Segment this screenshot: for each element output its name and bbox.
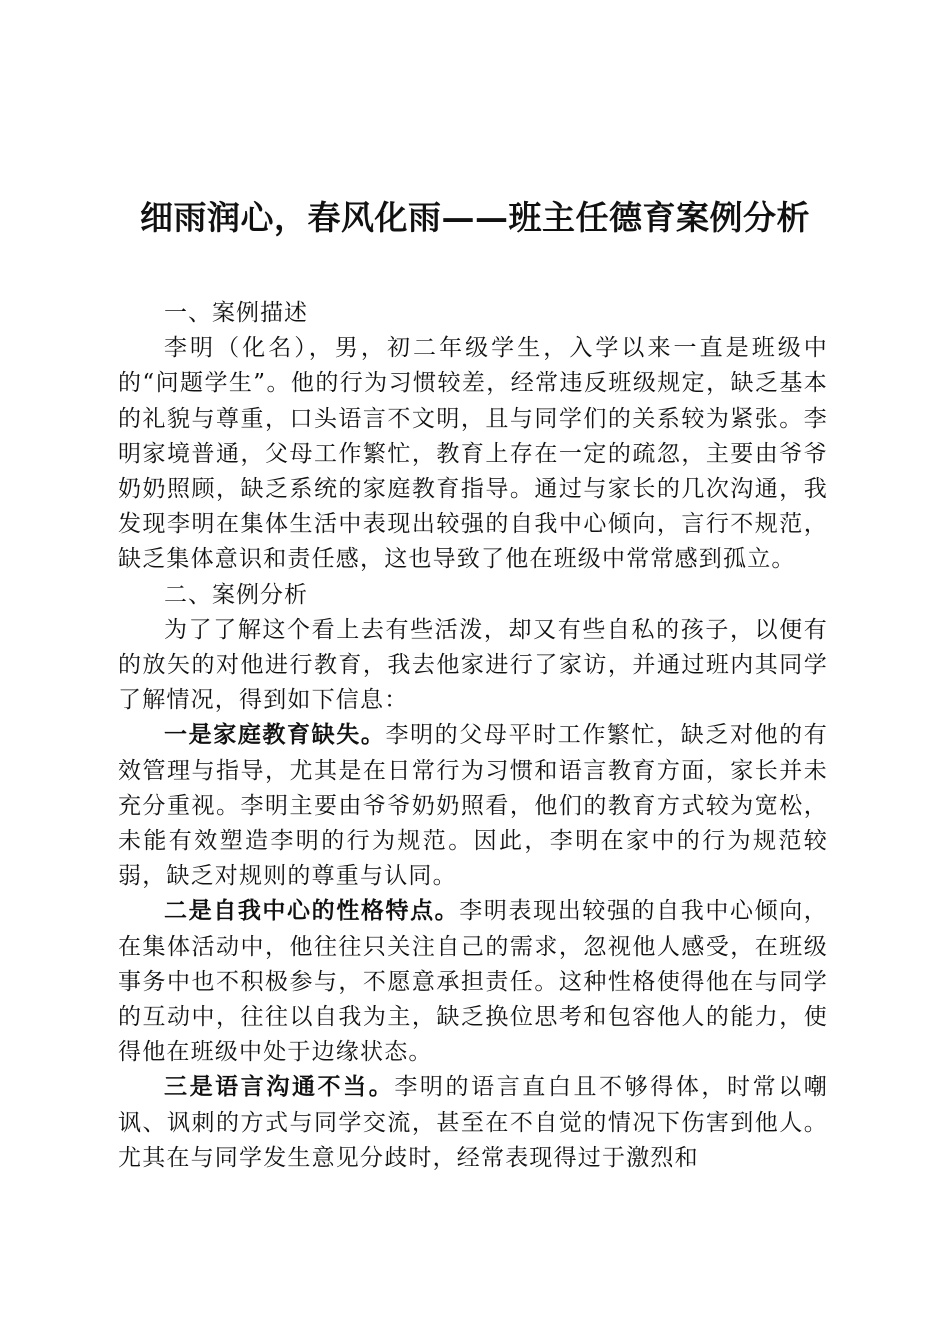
document-body <box>118 296 828 1176</box>
paragraph-analysis-intro: 为了了解这个看上去有些活泼，却又有些自私的孩子，以便有的放矢的对他进行教育，我去他家进行了家访，并通过班内其同学了解情况，得到如下信息： <box>118 616 828 714</box>
point-lead-text: 一是家庭教育缺失。 <box>164 722 386 749</box>
point-lead-text: 二是自我中心的性格特点。 <box>164 898 460 925</box>
section-heading-case-description: 一、案例描述 <box>164 300 308 326</box>
document-title: 细雨润心，春风化雨——班主任德育案例分析 <box>140 198 810 237</box>
paragraph-point-self-centered <box>118 894 828 1070</box>
paragraph-point-family-education <box>118 718 828 894</box>
point-body-text: 李明表现出较强的自我中心倾向，在集体活动中，他往往只关注自己的需求，忽视他人感受，在班级事务中也不积极参与，不愿意承担责任。这种性格使得他在与同学的互动中，往往以自我为主，缺乏换位思考和包容他人的能力，使得他在班级中处于边缘状态。 <box>118 898 829 1066</box>
section-heading-case-analysis: 二、案例分析 <box>164 581 308 608</box>
paragraph-point-communication <box>118 1070 828 1176</box>
point-body-text: 李明的语言直白且不够得体，时常以嘲讽、讽刺的方式与同学交流，甚至在不自觉的情况下伤害到他人。尤其在与同学发生意见分歧时，经常表现得过于激烈和 <box>118 1074 828 1171</box>
point-lead-text: 三是语言沟通不当。 <box>164 1074 395 1101</box>
point-body-text: 李明的父母平时工作繁忙，缺乏对他的有效管理与指导，尤其是在日常行为习惯和语言教育方面，家长并未充分重视。李明主要由爷爷奶奶照看，他们的教育方式较为宽松，未能有效塑造李明的行为规范。因此，李明在家中的行为规范较弱，缺乏对规则的尊重与认同。 <box>118 722 828 890</box>
paragraph-case-description: 李明（化名），男，初二年级学生，入学以来一直是班级中的“问题学生”。他的行为习惯较差，经常违反班级规定，缺乏基本的礼貌与尊重，口头语言不文明，且与同学们的关系较为紧张。李明家境普通，父母工作繁忙，教育上存在一定的疏忽，主要由爷爷奶奶照顾，缺乏系统的家庭教育指导。通过与家长的几次沟通，我发现李明在集体生活中表现出较强的自我中心倾向，言行不规范，缺乏集体意识和责任感，这也导致了他在班级中常常感到孤立。 <box>118 335 828 573</box>
